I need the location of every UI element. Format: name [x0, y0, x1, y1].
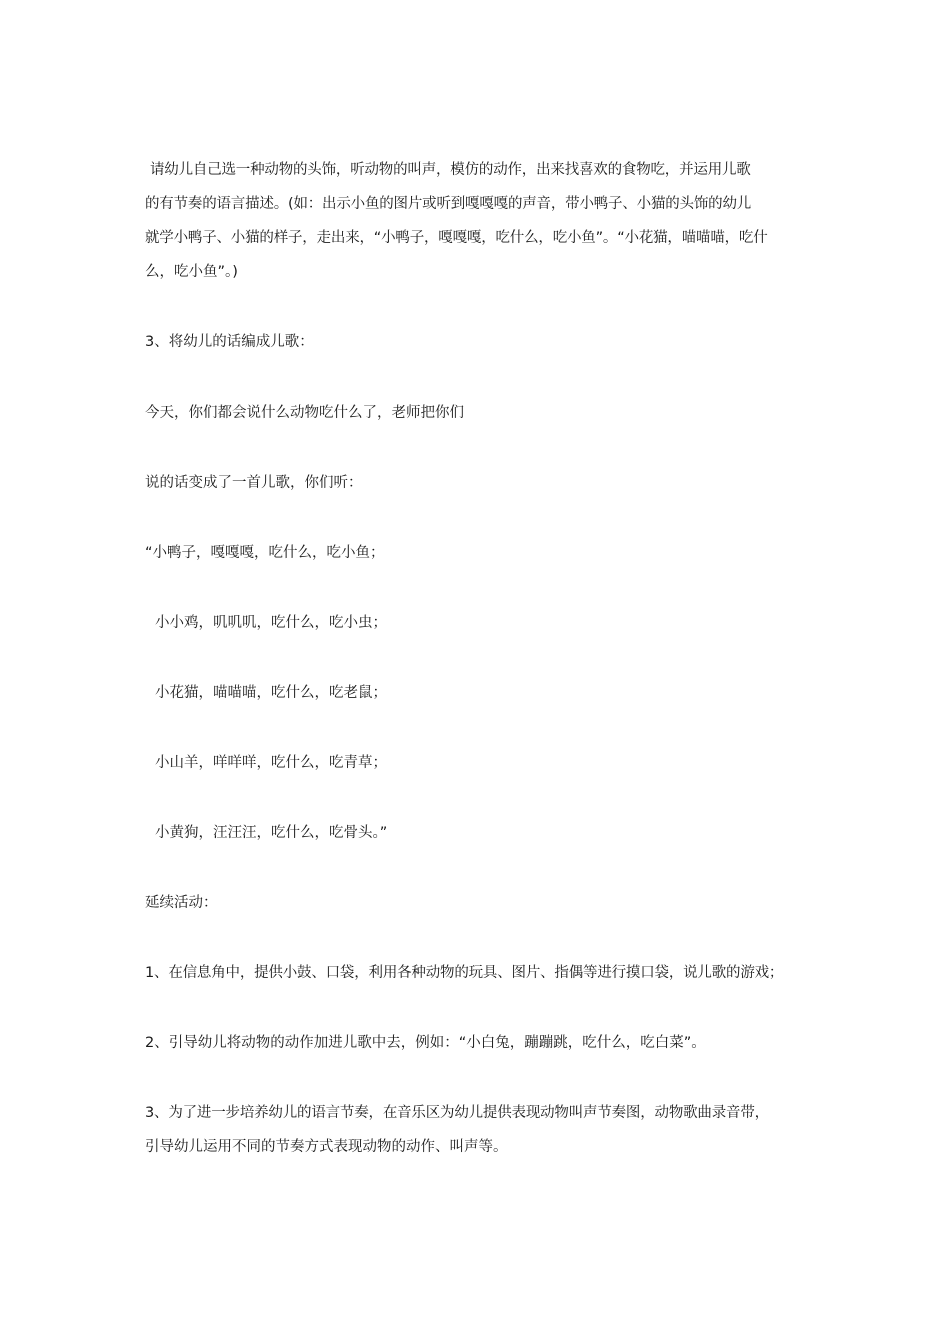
step3-heading: 3、将幼儿的话编成儿歌：: [145, 334, 314, 350]
extension-heading: 延续活动：: [145, 895, 218, 911]
rhyme-line-2: 小小鸡，叽叽叽，吃什么，吃小虫；: [155, 615, 387, 631]
extension-item-2: 2、引导幼儿将动物的动作加进儿歌中去，例如：“小白兔，蹦蹦跳，吃什么，吃白菜”。: [145, 1035, 706, 1051]
extension-item-3-continued: 引导幼儿运用不同的节奏方式表现动物的动作、叫声等。: [145, 1139, 508, 1155]
teacher-line-1: 今天，你们都会说什么动物吃什么了，老师把你们: [145, 405, 464, 421]
intro-line-3: 就学小鸭子、小猫的样子，走出来，“小鸭子，嘎嘎嘎，吃什么，吃小鱼”。“小花猫，喵喵喵，吃什: [145, 230, 768, 246]
rhyme-line-1: “小鸭子，嘎嘎嘎，吃什么，吃小鱼；: [145, 545, 385, 561]
rhyme-line-5: 小黄狗，汪汪汪，吃什么，吃骨头。”: [155, 825, 388, 841]
teacher-line-2: 说的话变成了一首儿歌，你们听：: [145, 475, 363, 491]
extension-item-1: 1、在信息角中，提供小鼓、口袋，利用各种动物的玩具、图片、指偶等进行摸口袋，说儿歌的游戏；: [145, 965, 784, 981]
rhyme-line-3: 小花猫，喵喵喵，吃什么，吃老鼠；: [155, 685, 387, 701]
rhyme-line-4: 小山羊，咩咩咩，吃什么，吃青草；: [155, 755, 387, 771]
intro-line-1: 请幼儿自己选一种动物的头饰，听动物的叫声，模仿的动作，出来找喜欢的食物吃，并运用儿歌: [150, 162, 751, 178]
intro-line-2: 的有节奏的语言描述。(如：出示小鱼的图片或听到嘎嘎嘎的声音，带小鸭子、小猫的头饰的幼儿: [145, 196, 752, 212]
extension-item-3: 3、为了进一步培养幼儿的语言节奏，在音乐区为幼儿提供表现动物叫声节奏图，动物歌曲录音带，: [145, 1105, 769, 1121]
intro-line-4: 么，吃小鱼”。): [145, 264, 238, 280]
